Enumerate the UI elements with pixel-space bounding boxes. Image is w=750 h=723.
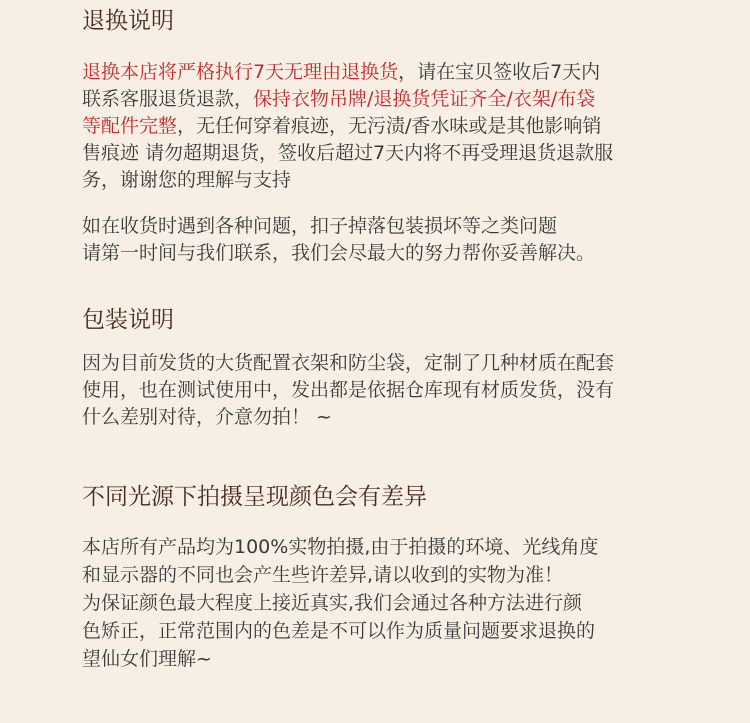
- lighting-heading: 不同光源下拍摄呈现颜色会有差异: [82, 484, 427, 510]
- lighting-line-3: 为保证颜色最大程度上接近真实,我们会通过各种方法进行颜: [82, 592, 583, 614]
- returns-accessories-highlight: 等配件完整: [82, 115, 178, 137]
- returns-line-5: 务，谢谢您的理解与支持: [82, 169, 292, 191]
- packaging-heading: 包装说明: [82, 307, 174, 333]
- lighting-paragraph: [82, 533, 682, 673]
- packaging-line-1: 因为目前发货的大货配置衣架和防尘袋，定制了几种材质在配套: [82, 352, 615, 374]
- issues-paragraph: [82, 213, 682, 267]
- packaging-line-2: 使用，也在测试使用中，发出都是依据仓库现有材质发货，没有: [82, 379, 615, 401]
- issues-line-1: 如在收货时遇到各种问题，扣子掉落包装损坏等之类问题: [82, 215, 558, 237]
- returns-tags-highlight: 保持衣物吊牌/退换货凭证齐全/衣架/布袋: [253, 88, 596, 110]
- returns-line-2: [82, 86, 682, 113]
- returns-line-1-rest: ，请在宝贝签收后7天内: [398, 61, 601, 83]
- lighting-line-2: 和显示器的不同也会产生些许差异,请以收到的实物为准！: [82, 564, 564, 586]
- returns-line-4: 售痕迹 请勿超期退货，签收后超过7天内将不再受理退货退款服: [82, 142, 614, 164]
- returns-heading: 退换说明: [82, 8, 174, 34]
- returns-line-3: [82, 113, 682, 140]
- lighting-line-5: 望仙女们理解~: [82, 648, 212, 670]
- returns-line-3-rest: ，无任何穿着痕迹，无污渍/香水味或是其他影响销: [177, 115, 602, 137]
- returns-paragraph: [82, 59, 682, 194]
- returns-line-1: [82, 59, 682, 86]
- returns-policy-highlight: 退换本店将严格执行7天无理由退换货: [82, 61, 399, 83]
- lighting-line-1: 本店所有产品均为100%实物拍摄,由于拍摄的环境、光线角度: [82, 536, 599, 558]
- lighting-line-4: 色矫正，正常范围内的色差是不可以作为质量问题要求退换的: [82, 620, 596, 642]
- packaging-line-3: 什么差别对待，介意勿拍！ ~: [82, 406, 332, 428]
- returns-line-2-pre: 联系客服退货退款，: [82, 88, 254, 110]
- issues-line-2: 请第一时间与我们联系，我们会尽最大的努力帮你妥善解决。: [82, 242, 596, 264]
- packaging-paragraph: [82, 350, 682, 431]
